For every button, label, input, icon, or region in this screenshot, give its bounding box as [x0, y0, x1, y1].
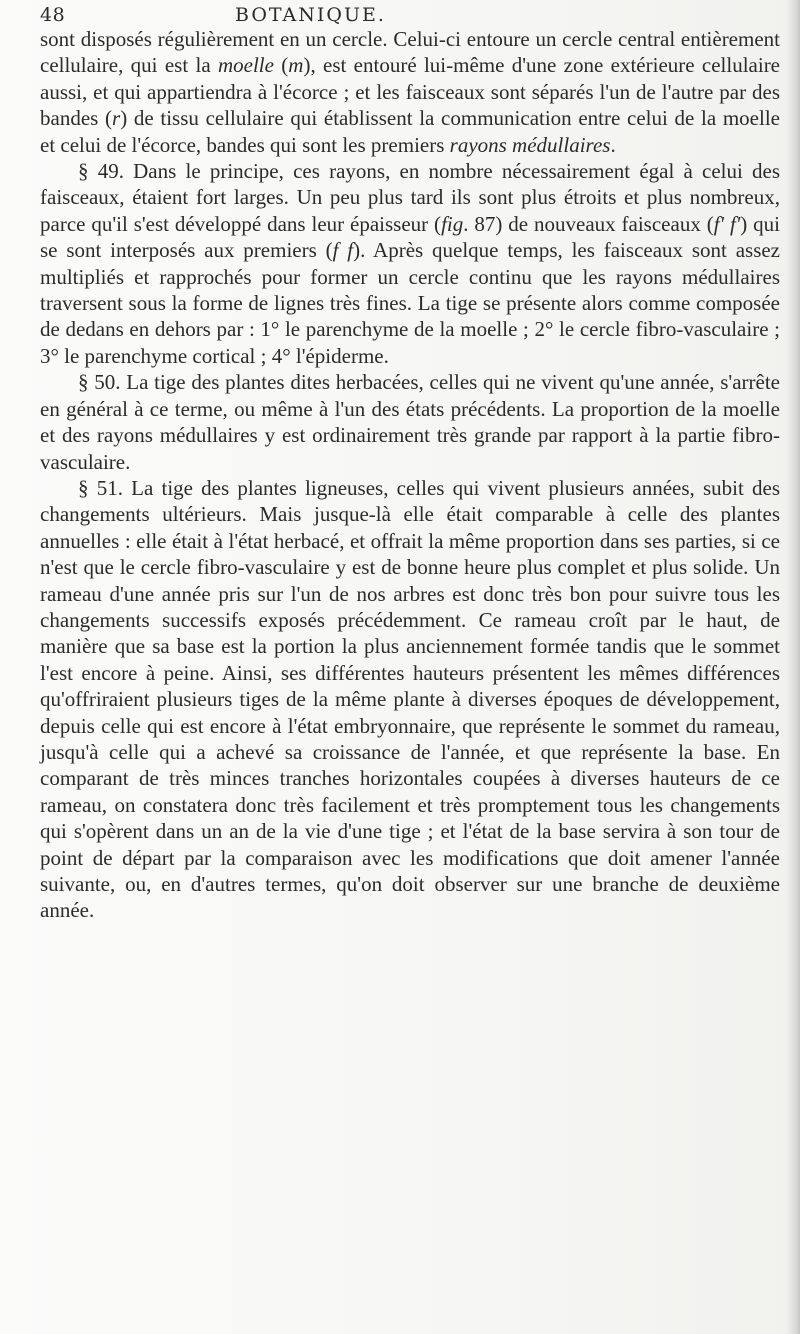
body-text [40, 6, 780, 924]
text-run: ( [273, 53, 289, 78]
running-head: BOTANIQUE. [235, 4, 386, 26]
text-run: § 49. Dans le principe, ces rayons, en nombre nécessairement égal à celui des faisceaux, étaient fort larges. Un peu plus tard ils sont plus étroits et plus nombreux, parce qu'il s'est développé dans leur épaisseur ( [40, 159, 780, 236]
italic-text-run: rayons médullaires [449, 132, 611, 157]
italic-text-run: fig [441, 211, 464, 236]
italic-text-run: f' f' [713, 211, 741, 236]
text-run: ) de tissu cellulaire qui établissent la communication entre celui de la moelle et celui de l'écorce, bandes qui sont les premiers [40, 106, 780, 157]
page-edge-shadow [786, 0, 800, 1334]
text-run: . [610, 132, 616, 157]
paragraph-51 [40, 475, 780, 924]
page-number: 48 [40, 4, 66, 26]
text-run: § 50. La tige des plantes dites herbacées, celles qui ne vivent qu'une année, s'arrête en général à ce terme, ou même à l'un des états précédents. La proportion de la moelle et des rayons médullaires y est ordinairement très grande par rapport à la partie fibro-vasculaire. [40, 370, 780, 474]
italic-text-run: m [288, 53, 304, 78]
header-spacer [40, 6, 780, 26]
text-run: . 87) de nouveaux faisceaux ( [463, 211, 714, 236]
text-run: ), est entouré lui-même d'une zone extérieure cellulaire aussi, et qui appartiendra à l'écorce ; et les faisceaux sont séparés l'un de l'autre par des bandes ( [40, 53, 781, 131]
text-run: sont disposés régulièrement en un cercle. Celui-ci entoure un cercle central entièrement cellulaire, qui est la [40, 27, 780, 78]
text-run: ) qui se sont interposés aux premiers ( [40, 211, 781, 263]
paragraph-50 [40, 369, 780, 475]
text-run: § 51. La tige des plantes ligneuses, celles qui vivent plusieurs années, subit des changements ultérieurs. Mais jusque-là elle était comparable à celle des plantes annuelles : elle était à l'état herbacé, et offrait la même proportion dans ses parties, si ce n'est que le cercle fibro-vasculaire y est de bonne heure plus complet et plus solide. Un rameau d'une année pris sur l'un de nos arbres est donc très bon pour suivre tous les changements successifs exposés précédemment. Ce rameau croît par le haut, de manière que sa base est la portion la plus anciennement formée tandis que le sommet l'est encore à peine. Ainsi, ses différentes hauteurs présentent les mêmes différences qu'offriraient plusieurs tiges de la même plante à diverses époques de développement, depuis celle qui est encore à l'état embryonnaire, que représente le sommet du rameau, jusqu'à celle qui a achevé sa croissance de l'année, et que représente la base. En comparant de très minces tranches horizontales coupées à diverses hauteurs de ce rameau, on constatera donc très facilement et très promptement tous les changements qui s'opèrent dans un an de la vie d'une tige ; et l'état de la base servira à son tour de point de départ par la comparaison avec les modifications que doit amener l'année suivante, ou, en d'autres termes, qu'on doit observer sur une branche de deuxième année. [40, 475, 780, 923]
paragraph-49 [40, 158, 780, 369]
paragraph [40, 26, 780, 158]
italic-text-run: f f [332, 238, 354, 263]
text-run: ). Après quelque temps, les faisceaux sont assez multipliés et rapprochés pour former un cercle continu que les rayons médullaires traversent sous la forme de lignes très fines. La tige se présente alors comme composée de dedans en dehors par : 1° le parenchyme de la moelle ; 2° le cercle fibro-vasculaire ; 3° le parenchyme cortical ; 4° l'épiderme. [40, 238, 781, 368]
italic-text-run: r [112, 106, 121, 131]
italic-text-run: moelle [217, 53, 274, 78]
